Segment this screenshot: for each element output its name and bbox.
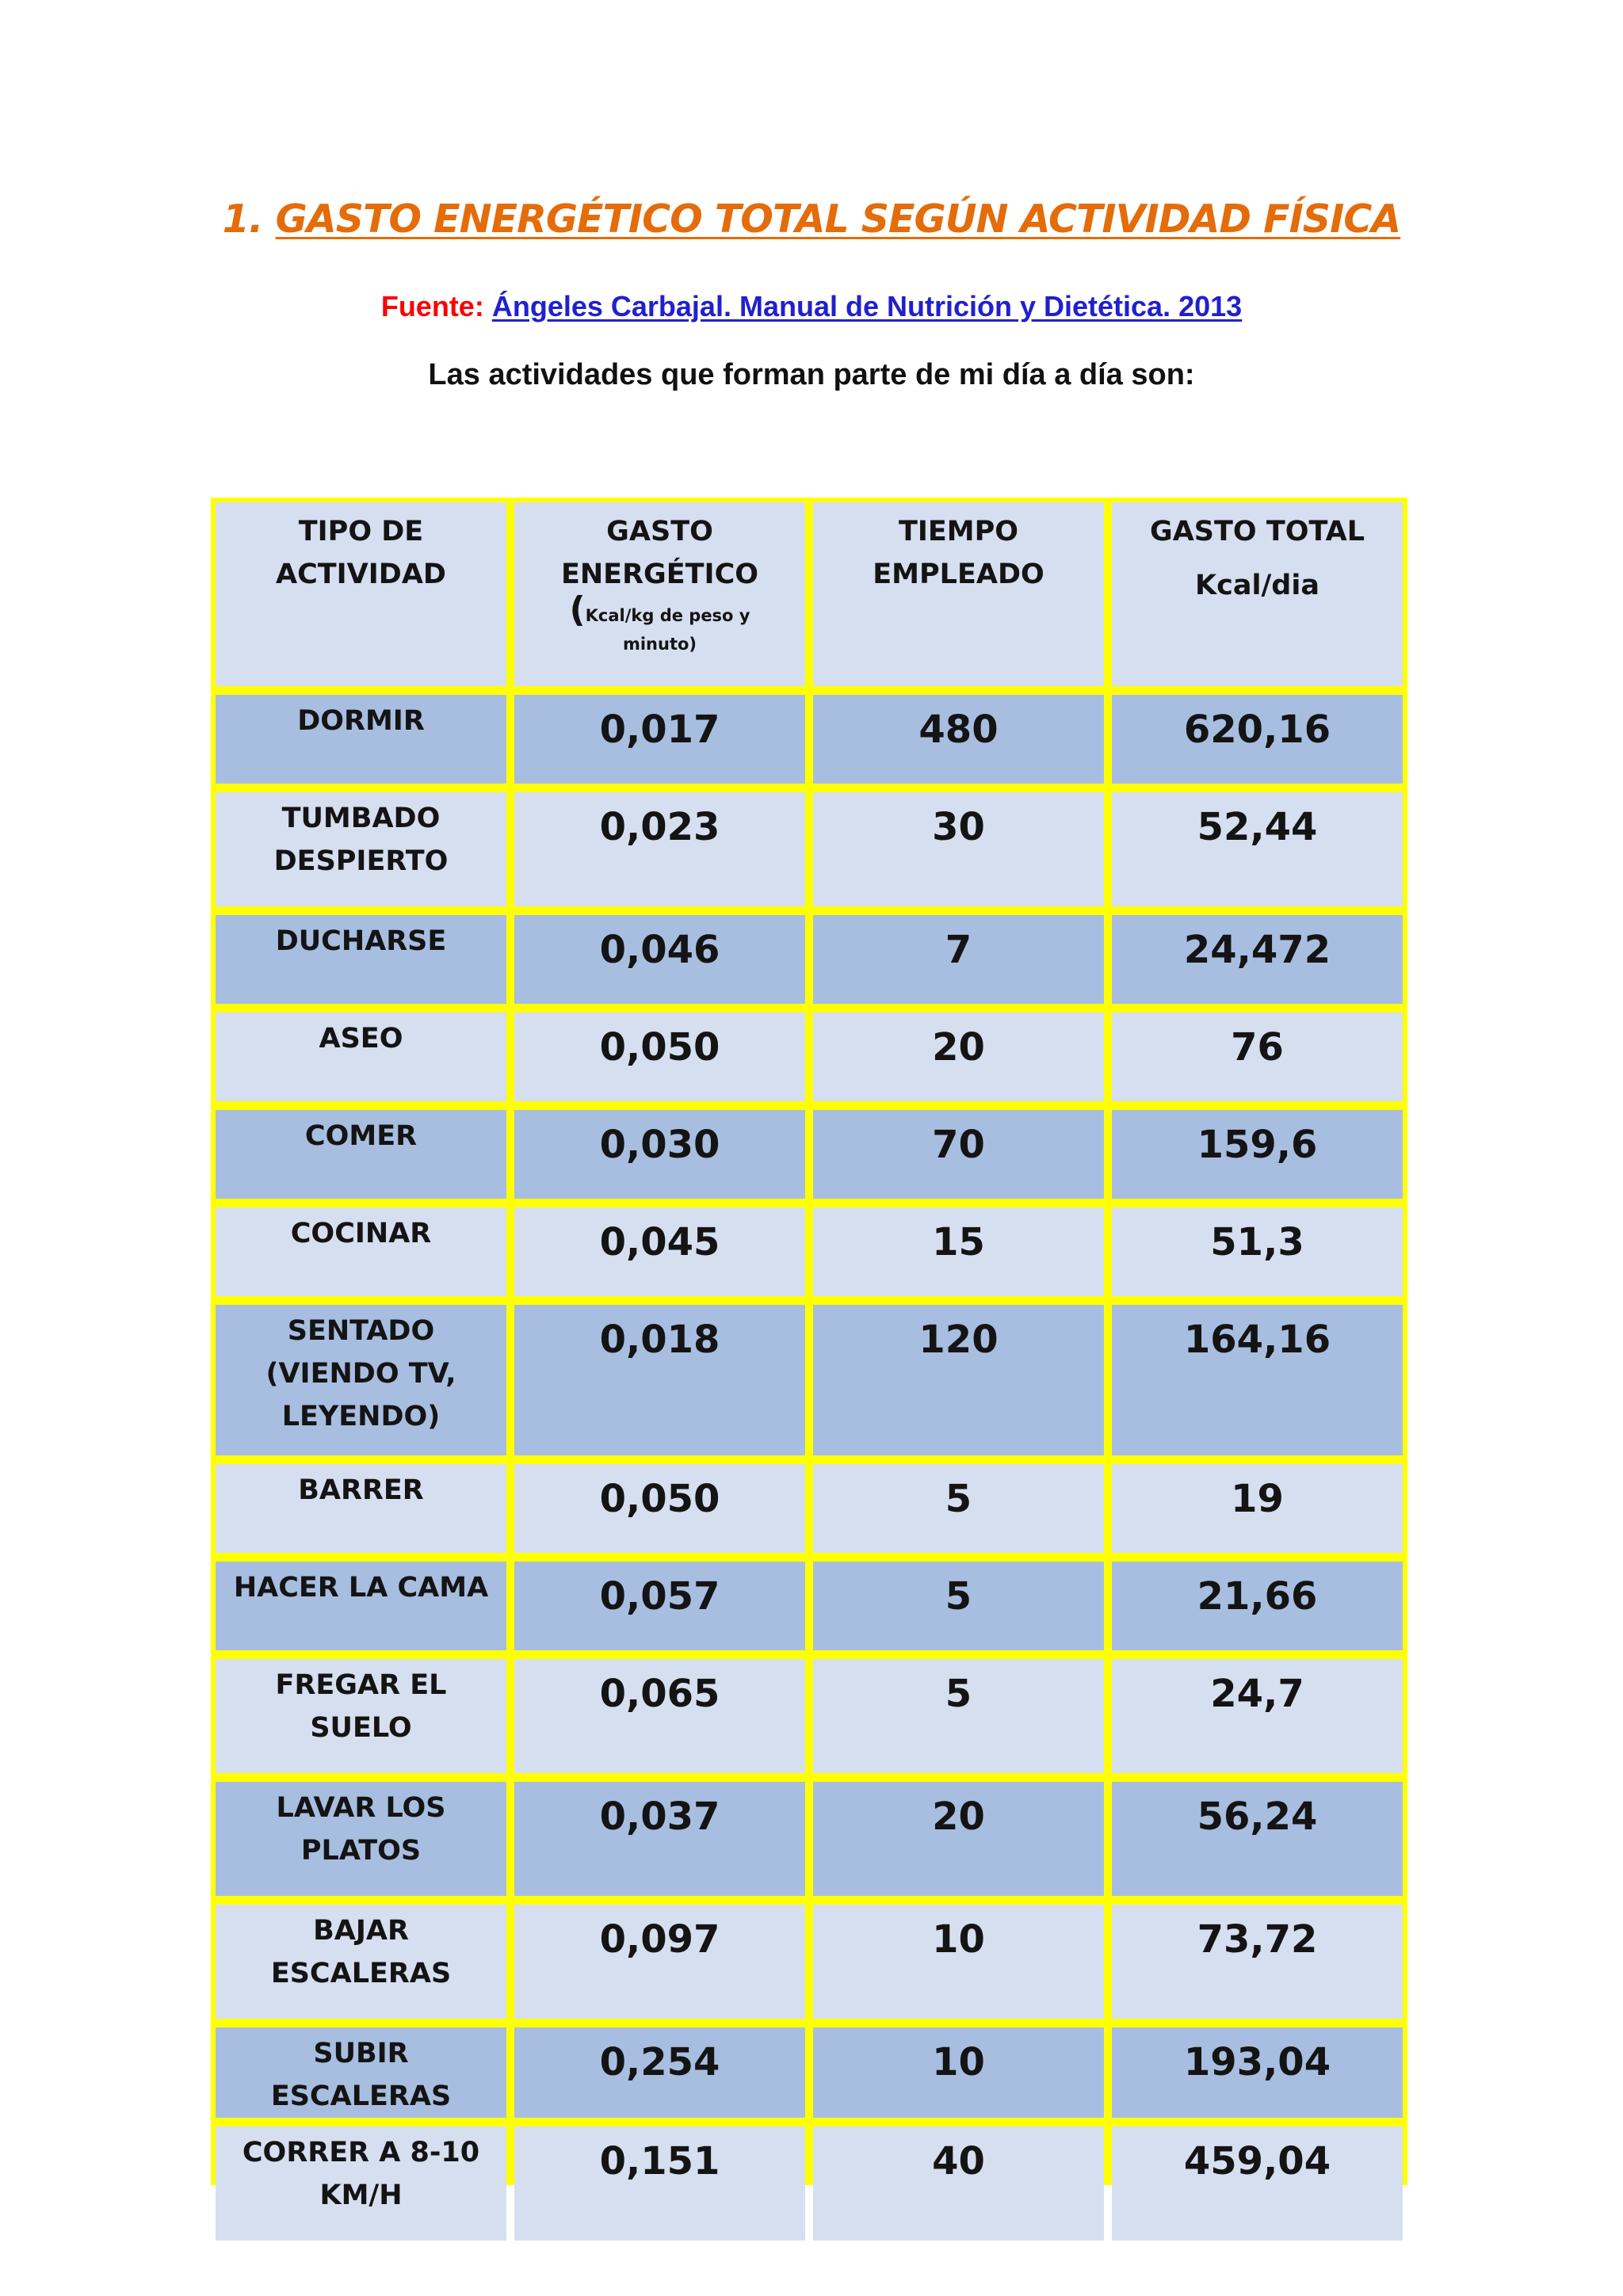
cell-gasto-energetico: 0,037 — [514, 1782, 805, 1896]
cell-gasto-total: 164,16 — [1112, 1305, 1403, 1455]
table-row — [216, 1464, 1403, 1553]
document-title — [0, 196, 1623, 242]
cell-gasto-total: 21,66 — [1112, 1562, 1403, 1650]
title-text: GASTO ENERGÉTICO TOTAL SEGÚN ACTIVIDAD FÍSICA — [275, 196, 1401, 242]
table-row — [216, 1659, 1403, 1773]
cell-tiempo-empleado: 5 — [813, 1562, 1104, 1650]
header-gasto-energetico: GASTO ENERGÉTICO (Kcal/kg de peso y minuto) — [514, 502, 805, 686]
table-row — [216, 1782, 1403, 1896]
actividad-line: DORMIR — [297, 705, 425, 737]
cell-gasto-energetico: 0,046 — [514, 915, 805, 1004]
actividad-line: LEYENDO) — [281, 1401, 441, 1432]
cell-actividad — [216, 1905, 506, 2019]
table-row — [216, 2027, 1403, 2118]
cell-actividad — [216, 695, 506, 784]
cell-gasto-total: 56,24 — [1112, 1782, 1403, 1896]
cell-tiempo-empleado: 70 — [813, 1110, 1104, 1199]
table-row — [216, 1207, 1403, 1296]
actividad-line: BARRER — [298, 1474, 424, 1506]
cell-gasto-total: 76 — [1112, 1013, 1403, 1101]
cell-gasto-energetico: 0,057 — [514, 1562, 805, 1650]
cell-gasto-energetico: 0,151 — [514, 2126, 805, 2241]
cell-gasto-energetico: 0,050 — [514, 1013, 805, 1101]
table-row — [216, 1110, 1403, 1199]
cell-tiempo-empleado: 480 — [813, 695, 1104, 784]
cell-gasto-energetico: 0,030 — [514, 1110, 805, 1199]
activity-table — [208, 494, 1411, 2249]
table-row — [216, 792, 1403, 906]
cell-gasto-total: 73,72 — [1112, 1905, 1403, 2019]
cell-tiempo-empleado: 7 — [813, 915, 1104, 1004]
actividad-line: (VIENDO TV, — [265, 1358, 456, 1390]
actividad-line: DUCHARSE — [275, 925, 447, 957]
cell-gasto-total: 24,7 — [1112, 1659, 1403, 1773]
actividad-line: SUELO — [310, 1712, 412, 1744]
title-number: 1. — [222, 196, 263, 242]
source-line — [0, 290, 1623, 323]
actividad-line: FREGAR EL — [275, 1669, 447, 1701]
source-label: Fuente: — [380, 290, 484, 322]
activity-table-frame — [211, 498, 1407, 2211]
cell-tiempo-empleado: 30 — [813, 792, 1104, 906]
cell-actividad — [216, 792, 506, 906]
cell-actividad — [216, 2126, 506, 2241]
cell-gasto-total: 159,6 — [1112, 1110, 1403, 1199]
cell-gasto-total: 24,472 — [1112, 915, 1403, 1004]
table-row — [216, 1305, 1403, 1455]
cell-gasto-energetico: 0,045 — [514, 1207, 805, 1296]
cell-gasto-total: 193,04 — [1112, 2027, 1403, 2118]
cell-tiempo-empleado: 20 — [813, 1782, 1104, 1896]
cell-tiempo-empleado: 10 — [813, 2027, 1104, 2118]
cell-gasto-energetico: 0,097 — [514, 1905, 805, 2019]
table-row — [216, 915, 1403, 1004]
cell-gasto-total: 19 — [1112, 1464, 1403, 1553]
cell-tiempo-empleado: 120 — [813, 1305, 1104, 1455]
table-row — [216, 2126, 1403, 2241]
actividad-line: SUBIR ESCALERAS — [270, 2038, 452, 2112]
actividad-line: BAJAR — [313, 1915, 409, 1947]
table-row — [216, 695, 1403, 784]
cell-actividad — [216, 1110, 506, 1199]
table-row — [216, 1013, 1403, 1101]
actividad-line: DESPIERTO — [273, 845, 449, 877]
actividad-line: SENTADO — [287, 1315, 435, 1347]
cell-actividad — [216, 1782, 506, 1896]
cell-tiempo-empleado: 15 — [813, 1207, 1104, 1296]
cell-actividad — [216, 915, 506, 1004]
cell-tiempo-empleado: 40 — [813, 2126, 1104, 2241]
cell-tiempo-empleado: 5 — [813, 1659, 1104, 1773]
cell-gasto-energetico: 0,065 — [514, 1659, 805, 1773]
cell-tiempo-empleado: 20 — [813, 1013, 1104, 1101]
actividad-line: TUMBADO — [281, 803, 441, 834]
cell-gasto-total: 620,16 — [1112, 695, 1403, 784]
header-tipo-actividad: TIPO DE ACTIVIDAD — [216, 502, 506, 686]
actividad-line: KM/H — [319, 2180, 403, 2211]
actividad-line: COCINAR — [290, 1218, 432, 1249]
table-row — [216, 1562, 1403, 1650]
table-header-row — [216, 502, 1403, 686]
intro-text: Las actividades que forman parte de mi día a día son: — [428, 358, 1195, 391]
cell-gasto-energetico: 0,254 — [514, 2027, 805, 2118]
actividad-line: ASEO — [319, 1023, 403, 1055]
actividad-line: PLATOS — [300, 1835, 422, 1867]
actividad-line: CORRER A 8-10 — [242, 2137, 480, 2168]
cell-actividad — [216, 1659, 506, 1773]
cell-gasto-total: 52,44 — [1112, 792, 1403, 906]
cell-gasto-total: 51,3 — [1112, 1207, 1403, 1296]
header-gasto-total: GASTO TOTAL Kcal/dia — [1112, 502, 1403, 686]
cell-actividad — [216, 1207, 506, 1296]
source-reference-link[interactable]: Ángeles Carbajal. Manual de Nutrición y Dietética. 2013 — [491, 290, 1243, 322]
cell-gasto-energetico: 0,050 — [514, 1464, 805, 1553]
table-row — [216, 1905, 1403, 2019]
cell-actividad — [216, 1562, 506, 1650]
cell-gasto-energetico: 0,018 — [514, 1305, 805, 1455]
header-tiempo-empleado: TIEMPO EMPLEADO — [813, 502, 1104, 686]
cell-tiempo-empleado: 10 — [813, 1905, 1104, 2019]
actividad-line: HACER LA CAMA — [233, 1572, 489, 1604]
cell-gasto-energetico: 0,017 — [514, 695, 805, 784]
actividad-line: LAVAR LOS — [276, 1792, 446, 1824]
cell-gasto-total: 459,04 — [1112, 2126, 1403, 2241]
actividad-line: COMER — [304, 1120, 418, 1152]
cell-actividad — [216, 1013, 506, 1101]
cell-actividad — [216, 1305, 506, 1455]
cell-tiempo-empleado: 5 — [813, 1464, 1104, 1553]
cell-actividad — [216, 1464, 506, 1553]
cell-gasto-energetico: 0,023 — [514, 792, 805, 906]
actividad-line: ESCALERAS — [270, 1958, 452, 1989]
cell-actividad — [216, 2027, 506, 2118]
